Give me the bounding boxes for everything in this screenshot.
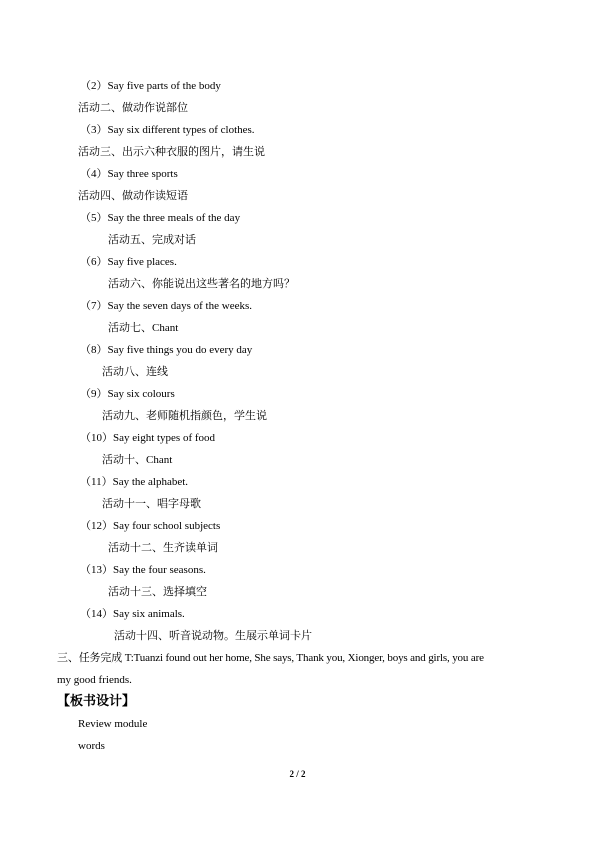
item-line: （3）Say six different types of clothes. — [80, 124, 255, 136]
board-line: Review module — [78, 718, 148, 730]
item-line: （9）Say six colours — [80, 388, 175, 400]
item-line: （4）Say three sports — [80, 168, 178, 180]
page-number: 2 / 2 — [289, 769, 306, 779]
item-line: （6）Say five places. — [80, 256, 177, 268]
activity-line: 活动六、你能说出这些著名的地方吗？ — [108, 278, 295, 290]
activity-line: 活动十一、唱字母歌 — [102, 498, 201, 510]
item-line: （2）Say five parts of the body — [80, 80, 221, 92]
board-line: words — [78, 740, 105, 752]
task-line: 三、任务完成 T:Tuanzi found out her home, She says, Thank you, Xionger, boys and girls, you are — [57, 652, 484, 664]
item-line: （8）Say five things you do every day — [80, 344, 253, 356]
item-line: （13）Say the four seasons. — [80, 564, 206, 576]
activity-line: 活动七、Chant — [108, 322, 179, 334]
activity-line: 活动十、Chant — [102, 454, 173, 466]
activity-line: 活动三、出示六种衣服的图片，请生说 — [78, 146, 265, 158]
item-line: （11）Say the alphabet. — [80, 476, 189, 488]
activity-line: 活动八、连线 — [102, 366, 168, 378]
activity-line: 活动十二、生齐读单词 — [108, 542, 218, 554]
item-line: （5）Say the three meals of the day — [80, 212, 241, 224]
item-line: （10）Say eight types of food — [80, 432, 216, 444]
activity-line: 活动四、做动作读短语 — [78, 190, 188, 202]
board-design-heading: 【板书设计】 — [57, 693, 136, 708]
activity-line: 活动十三、选择填空 — [108, 586, 207, 598]
activity-line: 活动九、老师随机指颜色，学生说 — [102, 410, 267, 422]
activity-line: 活动二、做动作说部位 — [78, 102, 188, 114]
activity-line: 活动五、完成对话 — [108, 234, 196, 246]
item-line: （12）Say four school subjects — [80, 520, 221, 532]
activity-line: 活动十四、听音说动物。生展示单词卡片 — [114, 630, 312, 642]
task-line-continued: my good friends. — [57, 674, 132, 686]
item-line: （14）Say six animals. — [80, 608, 185, 620]
item-line: （7）Say the seven days of the weeks. — [80, 300, 252, 312]
